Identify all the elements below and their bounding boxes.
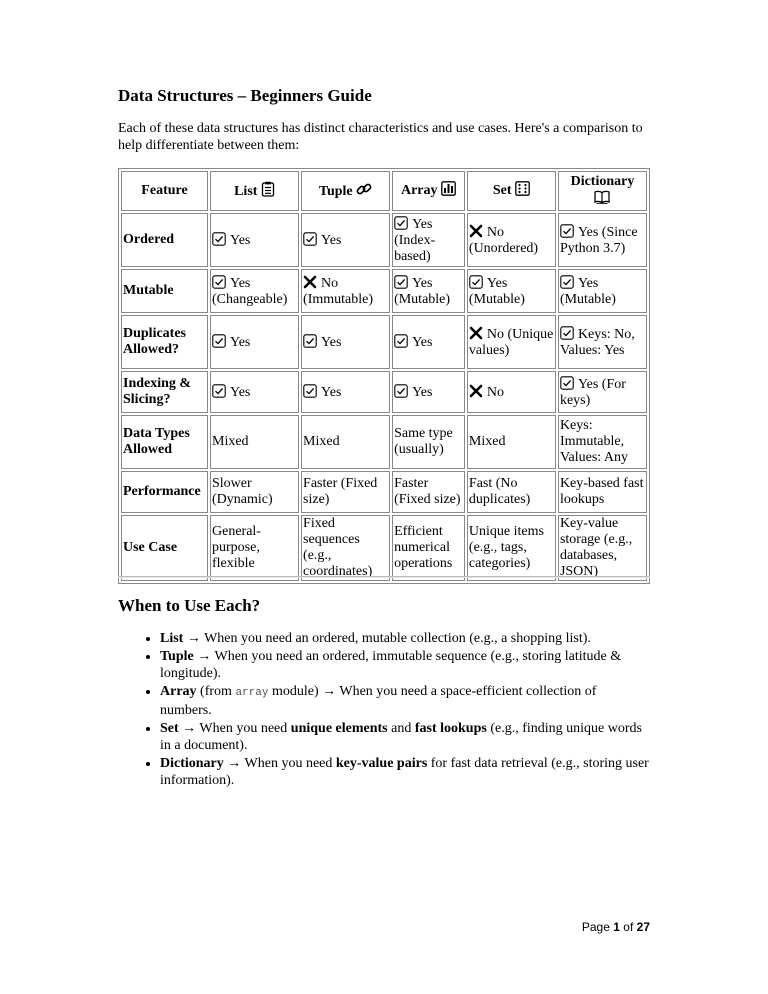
table-row: [121, 315, 647, 369]
inline-code: array: [235, 687, 269, 699]
cell-text: Yes (Mutable): [559, 275, 616, 307]
table-cell: [558, 213, 647, 267]
check-box-icon: [212, 384, 226, 398]
table-cell: [558, 371, 647, 413]
row-feature-label: Performance: [121, 471, 208, 513]
cell-text: Same type (usually): [394, 426, 453, 457]
cell-text: Key-based fast lookups: [559, 476, 644, 507]
header-dictionary: Dictionary: [558, 171, 647, 211]
check-box-icon: [303, 232, 317, 246]
cell-text: Yes: [412, 334, 433, 350]
comparison-table: [118, 168, 650, 584]
table-cell: [392, 213, 465, 267]
cell-text: Yes (Mutable): [394, 275, 451, 307]
cell-text: Mixed: [303, 434, 340, 449]
cell-text: Keys: Immutable, Values: Any: [559, 418, 628, 465]
table-cell: [467, 471, 556, 513]
page-title: Data Structures – Beginners Guide: [118, 86, 372, 105]
header-tuple: Tuple: [301, 171, 390, 211]
check-box-icon: [560, 275, 574, 289]
table-cell: [210, 515, 299, 581]
cross-mark-icon: [303, 275, 317, 289]
book-icon: [594, 190, 610, 209]
check-box-icon: [303, 384, 317, 398]
cell-text: General-purpose, flexible: [212, 524, 261, 571]
check-box-icon: [394, 384, 408, 398]
usage-list: [118, 630, 650, 790]
table-cell: [392, 315, 465, 369]
header-list: List: [210, 171, 299, 211]
row-feature-label: Data Types Allowed: [121, 415, 208, 469]
table-cell: [467, 269, 556, 313]
section-title-when-to-use: When to Use Each?: [118, 596, 261, 615]
list-item: • Set → When you need unique elements and fast lookups (e.g., finding unique words in a document).: [160, 720, 650, 754]
list-item: • Dictionary → When you need key-value pairs for fast data retrieval (e.g., storing user information).: [160, 755, 650, 789]
table-cell: [301, 415, 390, 469]
table-cell: [558, 269, 647, 313]
table-cell: [301, 269, 390, 313]
check-box-icon: [303, 334, 317, 348]
cell-text: Yes: [412, 384, 433, 400]
row-feature-label: Ordered: [121, 213, 208, 267]
table-row: [121, 213, 647, 267]
check-box-icon: [394, 275, 408, 289]
cell-text: Unique items (e.g., tags, categories): [468, 524, 544, 571]
cell-text: Mixed: [212, 434, 249, 449]
table-header-row: [121, 171, 647, 211]
cell-text: Yes: [230, 334, 251, 350]
cross-mark-icon: [469, 326, 483, 340]
cell-text: Key-value storage (e.g., databases, JSON): [559, 516, 633, 579]
check-box-icon: [394, 216, 408, 230]
header-feature: Feature: [121, 171, 208, 211]
cell-text: Yes (Mutable): [468, 275, 525, 307]
table-row: [121, 269, 647, 313]
table-row: [121, 471, 647, 513]
row-feature-label: Indexing & Slicing?: [121, 371, 208, 413]
cell-text: Yes: [230, 384, 251, 400]
check-box-icon: [560, 376, 574, 390]
table-cell: [301, 315, 390, 369]
table-cell: [392, 269, 465, 313]
cell-text: Mixed: [468, 434, 506, 449]
cell-text: No: [486, 384, 505, 400]
list-item: • Array (from array module) → When you need a space-efficient collection of numbers.: [160, 683, 650, 719]
check-box-icon: [560, 326, 574, 340]
table-cell: [210, 371, 299, 413]
table-cell: [210, 315, 299, 369]
cell-text: Yes: [230, 232, 251, 248]
table-cell: [467, 415, 556, 469]
link-icon: [356, 181, 372, 202]
row-feature-label: Duplicates Allowed?: [121, 315, 208, 369]
table-cell: [467, 213, 556, 267]
section-divider: [118, 576, 650, 578]
cell-text: Slower (Dynamic): [212, 476, 273, 507]
dice-icon: [515, 181, 530, 201]
table-cell: [210, 415, 299, 469]
check-box-icon: [212, 334, 226, 348]
check-box-icon: [212, 275, 226, 289]
cell-text: Keys: No, Values: Yes: [559, 326, 635, 358]
bar-chart-icon: [441, 181, 456, 201]
table-cell: [392, 471, 465, 513]
table-cell: [301, 371, 390, 413]
cross-mark-icon: [469, 224, 483, 238]
table-cell: [392, 415, 465, 469]
table-cell: [467, 371, 556, 413]
header-set: Set: [467, 171, 556, 211]
intro-paragraph: Each of these data structures has distinct characteristics and use cases. Here's a comparison to help differentiate between them:: [118, 121, 643, 153]
cell-text: Yes: [321, 334, 342, 350]
row-feature-label: Use Case: [121, 515, 208, 581]
table-row: [121, 415, 647, 469]
table-cell: [301, 471, 390, 513]
table-cell: [558, 471, 647, 513]
cell-text: Yes (Changeable): [212, 275, 288, 307]
table-cell: [558, 415, 647, 469]
cell-text: Yes: [321, 232, 342, 248]
check-box-icon: [212, 232, 226, 246]
cell-text: Fixed sequences (e.g., coordinates): [303, 516, 373, 579]
cell-text: Fast (No duplicates): [468, 476, 531, 507]
row-feature-label: Mutable: [121, 269, 208, 313]
cell-text: No (Immutable): [303, 275, 374, 307]
table-cell: [558, 515, 647, 581]
table-cell: [392, 515, 465, 581]
list-item: • List → When you need an ordered, mutable collection (e.g., a shopping list).: [160, 630, 650, 647]
cell-text: Faster (Fixed size): [394, 476, 461, 507]
table-cell: [392, 371, 465, 413]
table-cell: [210, 269, 299, 313]
table-cell: [558, 315, 647, 369]
cell-text: Yes: [321, 384, 342, 400]
cell-text: No (Unordered): [468, 224, 539, 256]
table-cell: [210, 213, 299, 267]
cell-text: Yes (Since Python 3.7): [559, 224, 638, 256]
page-number: Page 1 of 27: [581, 920, 650, 934]
table-cell: [467, 515, 556, 581]
check-box-icon: [560, 224, 574, 238]
header-array: Array: [392, 171, 465, 211]
list-item: • Tuple → When you need an ordered, immutable sequence (e.g., storing latitude & longitude).: [160, 648, 650, 682]
cell-text: Yes (For keys): [559, 376, 626, 408]
cell-text: Efficient numerical operations: [394, 524, 453, 571]
cell-text: No (Unique values): [468, 326, 554, 358]
cell-text: Faster (Fixed size): [303, 476, 378, 507]
check-box-icon: [469, 275, 483, 289]
clipboard-icon: [261, 181, 275, 202]
table-cell: [301, 213, 390, 267]
cell-text: Yes (Index-based): [394, 216, 436, 264]
table-cell: [301, 515, 390, 581]
cross-mark-icon: [469, 384, 483, 398]
table-row: [121, 515, 647, 581]
table-cell: [467, 315, 556, 369]
table-cell: [210, 471, 299, 513]
table-row: [121, 371, 647, 413]
check-box-icon: [394, 334, 408, 348]
